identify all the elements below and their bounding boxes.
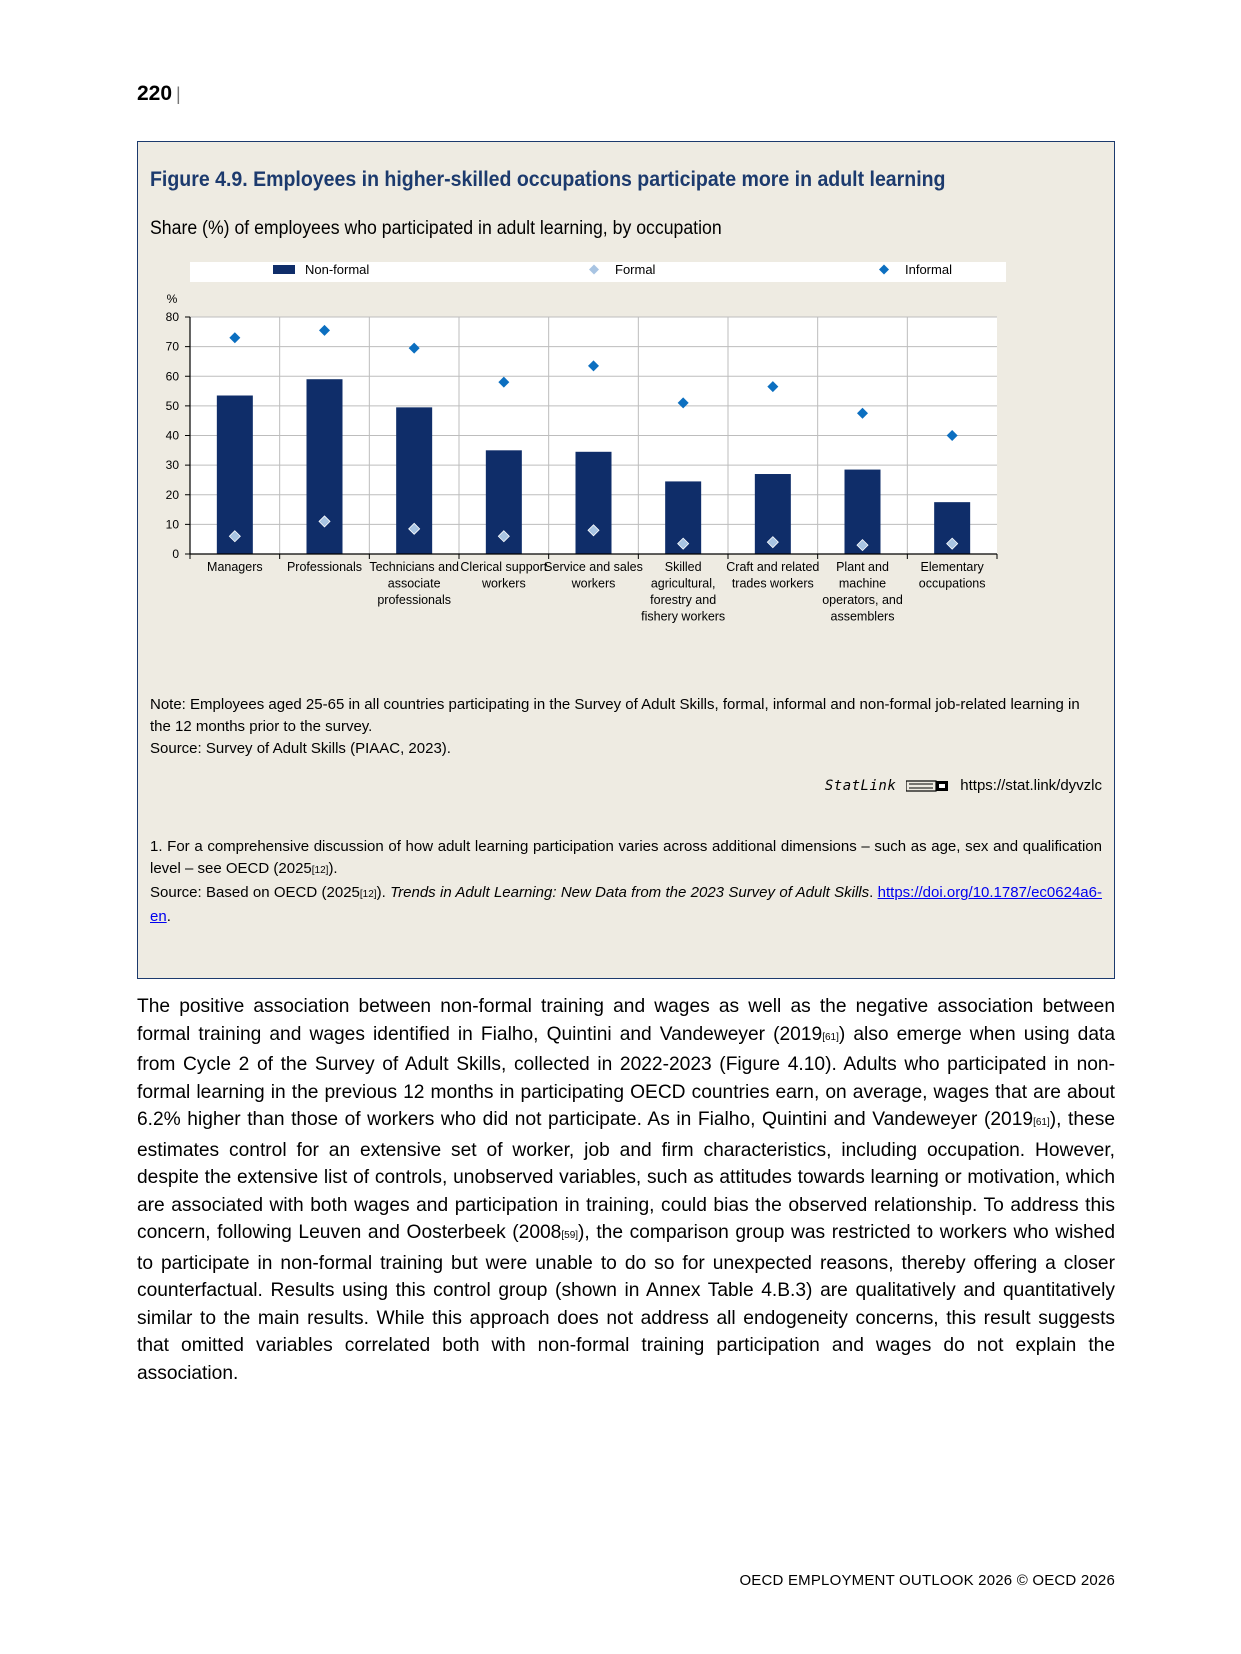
statlink [825,777,1102,794]
body-p1-c: ), these estimates control for an extensive set of worker, job and firm characteristics, including occupation. However, despite the extensive list of controls, unobserved variables, such as attitudes towards learning or motivation, which are associated with both wages and participation in training, could bias the observed relationship. To address this concern, following Leuven and Oosterbeek (2008 [137,1109,1115,1243]
bar-chart [138,262,1114,682]
statlink-logo-icon [906,779,950,793]
category-label-5: Skilled agricultural, forestry and fishery workers [641,560,726,624]
body-ref-2: [61] [1033,1117,1050,1128]
doi-link[interactable]: https://doi.org/10.1787/ec0624a6-en [150,884,1102,925]
figure-footnotes [150,836,1102,928]
y-tick-label: 40 [165,428,179,443]
footnote-1 [150,836,1102,882]
legend-label-2: Informal [905,262,952,277]
footnote-1-text: 1. For a comprehensive discussion of how adult learning participation varies across additional dimensions – such as age, sex and qualification level – see OECD (2025 [150,838,1102,877]
figure-title: Figure 4.9. Employees in higher-skilled occupations participate more in adult learning [150,168,946,191]
category-label-4: Service and sales workers [544,560,643,591]
page-number-separator: | [176,84,181,104]
footnote-1-end: ). [328,860,338,877]
legend-swatch-0 [273,265,295,274]
y-tick-label: 50 [165,398,179,413]
statlink-word: StatLink [824,777,897,794]
category-label-0: Managers [207,560,263,574]
y-axis-label: % [166,292,178,306]
y-tick-label: 30 [165,458,179,473]
bar-non-formal-4 [576,452,612,554]
source-2-mid: ). [376,884,391,901]
category-label-2: Technicians and associate professionals [369,560,459,607]
legend-label-1: Formal [615,262,656,277]
category-label-1: Professionals [286,560,363,574]
body-p1-b: ) also emerge when using data from Cycle 2 of the Survey of Adult Skills, collected in 2022-2023 (Figure 4.10). Adults who participated in non-formal learning in the previous 12 months in participating OECD countries earn, on average, wages that are about 6.2% higher than those of workers who did not participate. As in Fialho, Quintini and Vandeweyer (2019 [137,1023,1115,1130]
source-2 [150,882,1102,928]
y-tick-label: 10 [165,517,179,532]
page-number [137,82,181,106]
source-2-end: . [166,908,171,925]
y-tick-label: 0 [172,547,179,561]
y-tick-label: 60 [165,369,179,384]
category-label-7: Plant and machine operators, and assemblers [822,560,903,624]
y-tick-label: 70 [165,339,179,354]
body-ref-1: [61] [822,1031,839,1043]
figure-subtitle: Share (%) of employees who participated in adult learning, by occupation [150,218,722,239]
y-tick-label: 20 [165,487,179,502]
source-2-title: Trends in Adult Learning: New Data from the 2023 Survey of Adult Skills [390,884,870,901]
body-p1-a: The positive association between non-formal training and wages as well as the negative association between formal training and wages identified in Fialho, Quintini and Vandeweyer (2019 [137,996,1115,1045]
body-paragraph [137,993,1115,1387]
category-label-6: Craft and related trades workers [726,560,820,591]
page-number-value: 220 [137,82,173,105]
category-label-8: Elementary occupations [918,560,986,591]
figure-box [137,141,1115,979]
source-text: Source: Survey of Adult Skills (PIAAC, 2023). [150,740,451,757]
y-tick-label: 80 [165,310,179,324]
bar-non-formal-1 [307,379,343,554]
source-2-prefix: Source: Based on OECD (2025 [150,884,360,901]
category-label-3: Clerical support workers [460,560,548,591]
statlink-link[interactable]: https://stat.link/dyvzlc [960,777,1102,794]
footnote-1-ref: [12] [311,865,329,876]
note-text: Note: Employees aged 25-65 in all countries participating in the Survey of Adult Skills, formal, informal and non-formal job-related learning in the 12 months prior to the survey. [150,696,1080,735]
body-p1-d: ), the comparison group was restricted to workers who wished to participate in non-formal training but were unable to do so for unexpected reasons, thereby offering a closer counterfactual. Results using this control group (shown in Annex Table 4.B.3) are qualitatively and quantitatively similar to the main results. While this approach does not address all endogeneity concerns, this result suggests that omitted variables correlated both with non-formal training participation and wages do not explain the association. [137,1222,1115,1384]
body-ref-3: [59] [561,1230,579,1241]
legend-label-0: Non-formal [305,262,370,277]
figure-notes [150,694,1102,760]
source-2-sep: . [869,884,878,901]
page-footer: OECD EMPLOYMENT OUTLOOK 2026 © OECD 2026 [739,1572,1115,1589]
source-2-ref: [12] [359,889,377,900]
